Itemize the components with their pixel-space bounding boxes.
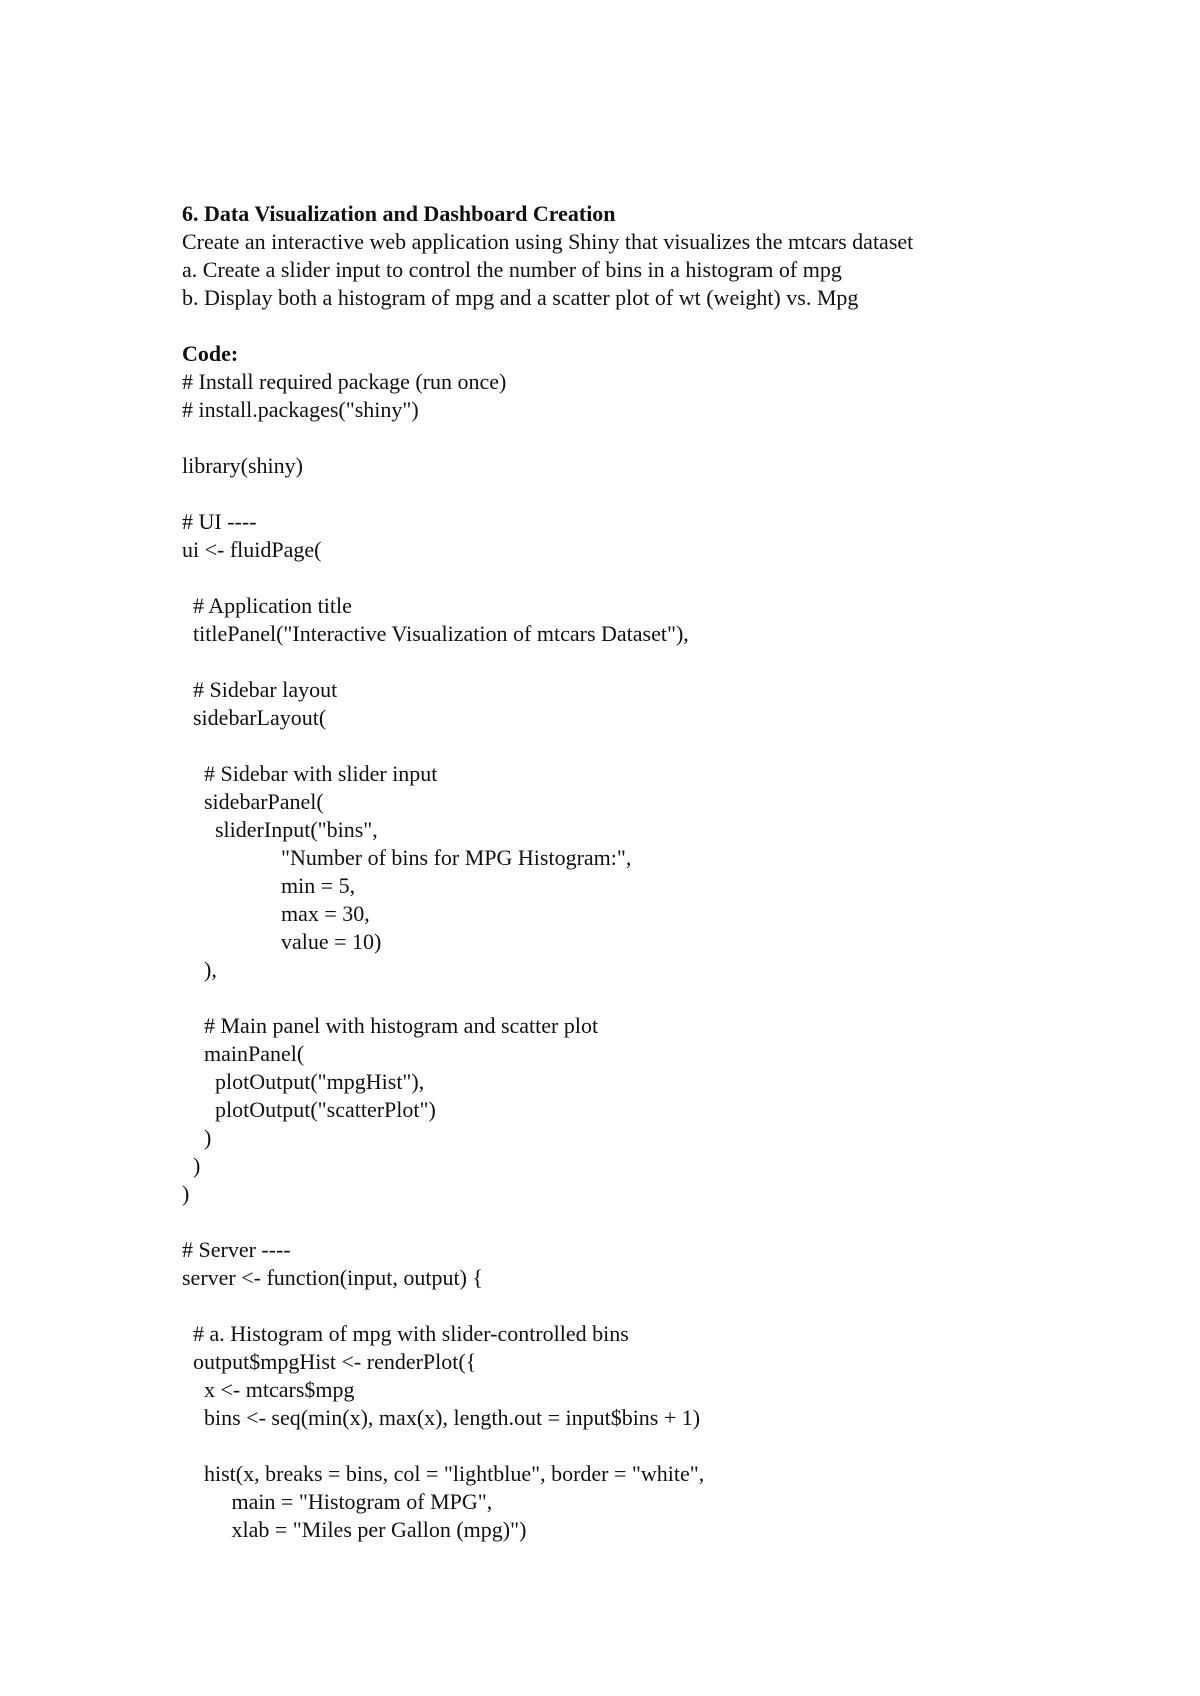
- code-line: [182, 648, 1082, 676]
- code-line: # Install required package (run once): [182, 369, 507, 394]
- code-line: [182, 1432, 1082, 1460]
- code-line: plotOutput("scatterPlot"): [182, 1097, 436, 1122]
- task-b: b. Display both a histogram of mpg and a scatter plot of wt (weight) vs. Mpg: [182, 285, 859, 310]
- code-line: min = 5,: [182, 873, 356, 898]
- code-line: value = 10): [182, 929, 382, 954]
- code-line: [182, 564, 1082, 592]
- code-line: [182, 480, 1082, 508]
- code-line: hist(x, breaks = bins, col = "lightblue", border = "white",: [182, 1461, 705, 1486]
- section-title: 6. Data Visualization and Dashboard Creation: [182, 201, 616, 226]
- code-line: # Server ----: [182, 1237, 291, 1262]
- code-line: ),: [182, 957, 217, 982]
- task-a: a. Create a slider input to control the number of bins in a histogram of mpg: [182, 257, 842, 282]
- code-line: bins <- seq(min(x), max(x), length.out = input$bins + 1): [182, 1405, 701, 1430]
- code-line: "Number of bins for MPG Histogram:",: [182, 845, 632, 870]
- code-line: sliderInput("bins",: [182, 817, 378, 842]
- code-line: # Application title: [182, 593, 352, 618]
- code-line: server <- function(input, output) {: [182, 1265, 483, 1290]
- code-line: # install.packages("shiny"): [182, 397, 419, 422]
- code-line: [182, 424, 1082, 452]
- code-line: plotOutput("mpgHist"),: [182, 1069, 425, 1094]
- code-line: # a. Histogram of mpg with slider-controlled bins: [182, 1321, 629, 1346]
- code-line: ): [182, 1181, 190, 1206]
- code-line: titlePanel("Interactive Visualization of mtcars Dataset"),: [182, 621, 689, 646]
- code-line: [182, 1208, 1082, 1236]
- code-line: # UI ----: [182, 509, 257, 534]
- code-line: ui <- fluidPage(: [182, 537, 322, 562]
- code-line: ): [182, 1153, 201, 1178]
- code-line: sidebarLayout(: [182, 705, 327, 730]
- code-line: mainPanel(: [182, 1041, 305, 1066]
- code-line: [182, 1292, 1082, 1320]
- code-line: x <- mtcars$mpg: [182, 1377, 355, 1402]
- code-line: sidebarPanel(: [182, 789, 324, 814]
- code-line: library(shiny): [182, 453, 303, 478]
- code-line: xlab = "Miles per Gallon (mpg)"): [182, 1517, 527, 1542]
- spacer: [182, 312, 1082, 340]
- code-line: # Main panel with histogram and scatter plot: [182, 1013, 599, 1038]
- code-line: output$mpgHist <- renderPlot({: [182, 1349, 477, 1374]
- code-line: # Sidebar with slider input: [182, 761, 438, 786]
- document-page: [182, 200, 1082, 1544]
- code-line: # Sidebar layout: [182, 677, 338, 702]
- code-line: ): [182, 1125, 212, 1150]
- code-block: [182, 368, 1082, 1544]
- code-line: [182, 732, 1082, 760]
- section-intro: Create an interactive web application using Shiny that visualizes the mtcars dataset: [182, 229, 914, 254]
- code-label: Code:: [182, 341, 239, 366]
- code-line: [182, 984, 1082, 1012]
- code-line: main = "Histogram of MPG",: [182, 1489, 493, 1514]
- code-line: max = 30,: [182, 901, 370, 926]
